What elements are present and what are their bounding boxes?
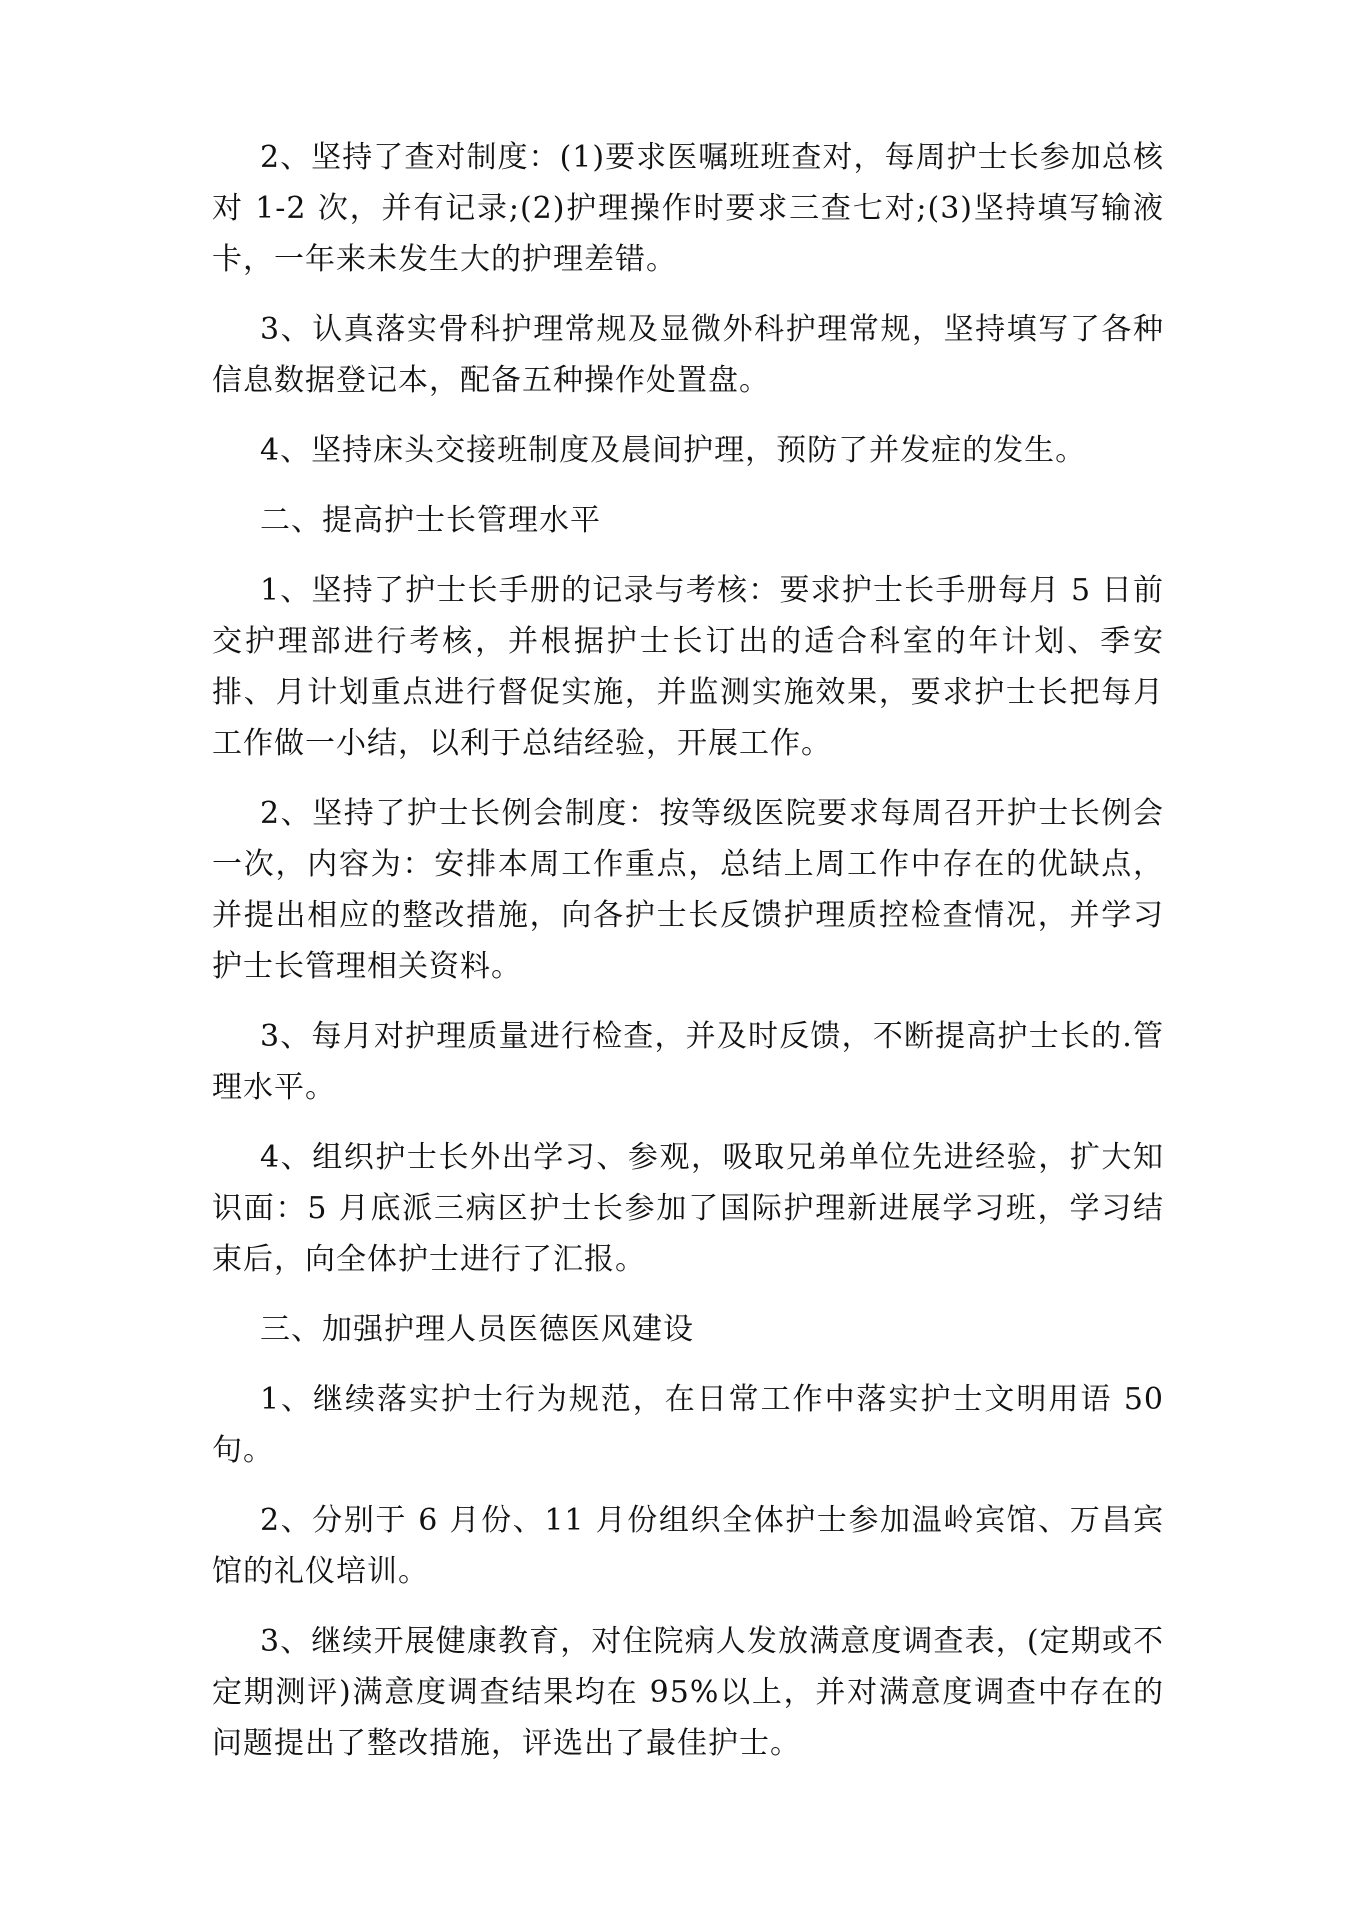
paragraph-orthopedic-routine: 3、认真落实骨科护理常规及显微外科护理常规，坚持填写了各种信息数据登记本，配备五种操作处置盘。 [212,312,1164,398]
document-body [212,132,1164,1788]
paragraph-monthly-inspection: 3、每月对护理质量进行检查，并及时反馈，不断提高护士长的.管理水平。 [212,1019,1164,1105]
paragraph-etiquette-training: 2、分别于 6 月份、11 月份组织全体护士参加温岭宾馆、万昌宾馆的礼仪培训。 [212,1503,1164,1589]
paragraph-conduct-norms: 1、继续落实护士行为规范，在日常工作中落实护士文明用语 50句。 [212,1382,1164,1468]
paragraph-health-education: 3、继续开展健康教育，对住院病人发放满意度调查表，(定期或不定期测评)满意度调查结果均在 95%以上，并对满意度调查中存在的问题提出了整改措施，评选出了最佳护士。 [212,1624,1164,1761]
paragraph-bedside-handover: 4、坚持床头交接班制度及晨间护理，预防了并发症的发生。 [260,433,1087,468]
paragraph-head-nurse-handbook: 1、坚持了护士长手册的记录与考核：要求护士长手册每月 5 日前交护理部进行考核，并根据护士长订出的适合科室的年计划、季安排、月计划重点进行督促实施，并监测实施效果，要求护士长把每月工作做一小结，以利于总结经验，开展工作。 [212,573,1164,761]
paragraph-external-study: 4、组织护士长外出学习、参观，吸取兄弟单位先进经验，扩大知识面：5 月底派三病区护士长参加了国际护理新进展学习班，学习结束后，向全体护士进行了汇报。 [212,1140,1164,1277]
section-heading-ethics: 三、加强护理人员医德医风建设 [260,1312,694,1347]
paragraph-head-nurse-meeting: 2、坚持了护士长例会制度：按等级医院要求每周召开护士长例会一次，内容为：安排本周工作重点，总结上周工作中存在的优缺点，并提出相应的整改措施，向各护士长反馈护理质控检查情况，并学习护士长管理相关资料。 [212,796,1164,984]
paragraph-check-system: 2、坚持了查对制度：(1)要求医嘱班班查对，每周护士长参加总核对 1-2 次，并有记录;(2)护理操作时要求三查七对;(3)坚持填写输液卡，一年来未发生大的护理差错。 [212,140,1164,277]
section-heading-management: 二、提高护士长管理水平 [260,503,601,538]
